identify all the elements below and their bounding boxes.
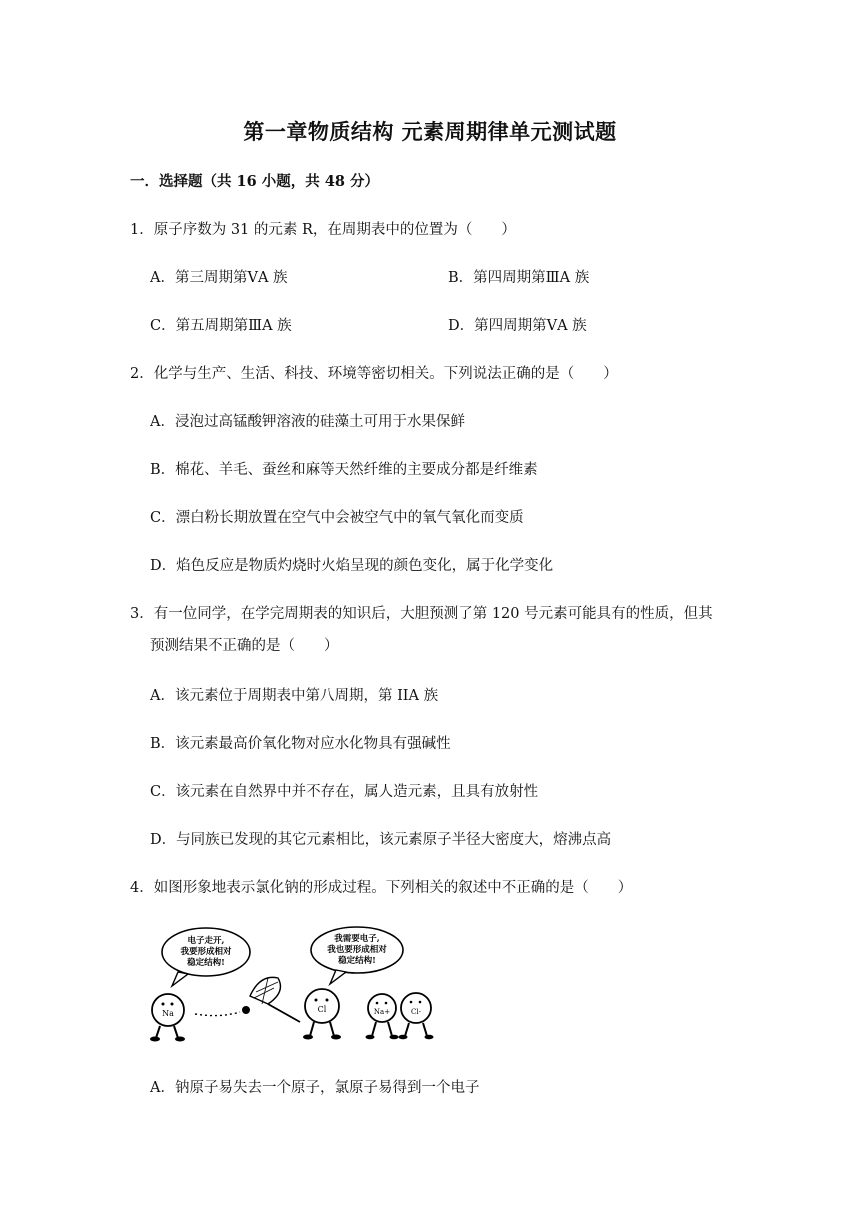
page-title: 第一章物质结构 元素周期律单元测试题 [243, 119, 617, 144]
bubble-right-line2: 我也要形成相对 [327, 945, 387, 955]
chlorine-label: Cl [317, 1005, 327, 1014]
question-4-option-a: A．钠原子易失去一个原子，氯原子易得到一个电子 [150, 1080, 480, 1096]
question-3-option-c: C．该元素在自然界中并不存在，属人造元素，且具有放射性 [150, 784, 539, 800]
bubble-left-line3: 稳定结构! [187, 958, 225, 968]
question-1-option-b: B．第四周期第ⅢA 族 [448, 270, 590, 286]
bubble-left-line2: 我要形成相对 [180, 947, 232, 957]
question-2-option-c: C．漂白粉长期放置在空气中会被空气中的氧气氧化而变质 [150, 510, 524, 526]
sodium-label: Na [162, 1009, 174, 1018]
question-2-option-b: B．棉花、羊毛、蚕丝和麻等天然纤维的主要成分都是纤维素 [150, 462, 538, 478]
question-2-stem: 2．化学与生产、生活、科技、环境等密切相关。下列说法正确的是（ ） [130, 366, 618, 382]
bubble-right-line3: 稳定结构! [338, 956, 376, 966]
question-3-stem-line1: 3．有一位同学，在学完周期表的知识后，大胆预测了第 120 号元素可能具有的性质，但其 [130, 606, 713, 622]
section-heading: 一．选择题（共 16 小题，共 48 分） [130, 173, 380, 190]
bubble-right-line1: 我需要电子, [334, 934, 380, 944]
question-3-option-d: D．与同族已发现的其它元素相比，该元素原子半径大密度大，熔沸点高 [150, 832, 612, 848]
question-2-option-d: D．焰色反应是物质灼烧时火焰呈现的颜色变化，属于化学变化 [150, 558, 554, 574]
question-1-option-c: C．第五周期第ⅢA 族 [150, 318, 292, 334]
question-1-option-d: D．第四周期第ⅤA 族 [448, 318, 587, 334]
nacl-formation-cartoon [150, 926, 440, 1046]
question-2-option-a: A．浸泡过高锰酸钾溶液的硅藻土可用于水果保鲜 [150, 414, 465, 430]
bubble-left-line1: 电子走开, [187, 936, 225, 946]
sodium-ion-label: Na+ [373, 1008, 391, 1016]
question-3-stem-line2: 预测结果不正确的是（ ） [150, 638, 339, 654]
chloride-ion-label: Cl- [411, 1008, 421, 1016]
question-3-option-b: B．该元素最高价氧化物对应水化物具有强碱性 [150, 736, 451, 752]
question-3-option-a: A．该元素位于周期表中第八周期，第 IIA 族 [150, 688, 439, 704]
question-1-option-a: A．第三周期第ⅤA 族 [150, 270, 288, 286]
question-4-stem: 4．如图形象地表示氯化钠的形成过程。下列相关的叙述中不正确的是（ ） [130, 880, 633, 896]
question-1-stem: 1．原子序数为 31 的元素 R，在周期表中的位置为（ ） [130, 222, 516, 238]
